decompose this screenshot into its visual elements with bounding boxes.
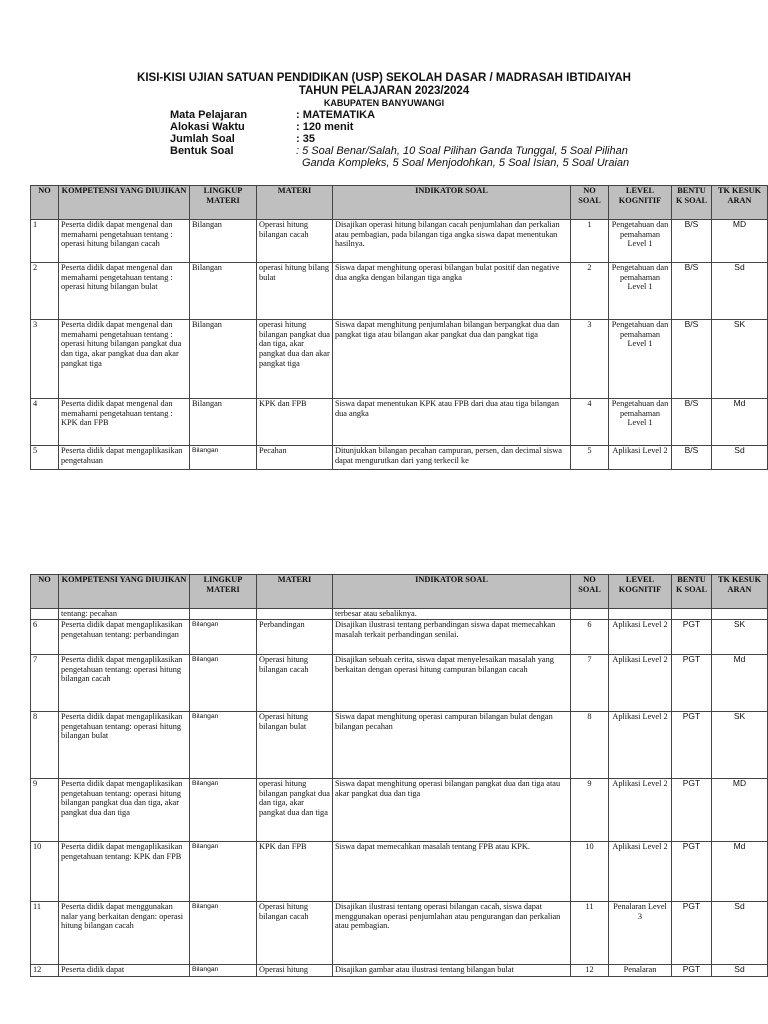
cell-level: Pengetahuan dan pemahaman Level 1 <box>609 220 672 263</box>
cell-materi: Operasi hitung bilangan cacah <box>257 220 333 263</box>
cell-no-soal: 11 <box>571 902 609 965</box>
kisi-table-1 <box>30 185 768 470</box>
table-row <box>31 220 768 263</box>
col-lingkup: LINGKUP MATERI <box>190 575 257 609</box>
cell-tk <box>712 609 768 620</box>
table-row <box>31 655 768 712</box>
cell-no: 3 <box>31 320 59 399</box>
col-kompetensi: KOMPETENSI YANG DIUJIKAN <box>59 575 190 609</box>
col-indikator: INDIKATOR SOAL <box>333 186 571 220</box>
cell-level: Pengetahuan dan pemahaman Level 1 <box>609 320 672 399</box>
cell-bentuk: PGT <box>672 902 712 965</box>
cell-tk: Sd <box>712 446 768 470</box>
cell-level: Aplikasi Level 2 <box>609 779 672 842</box>
col-bentuk: BENTU K SOAL <box>672 186 712 220</box>
table-row <box>31 446 768 470</box>
col-materi: MATERI <box>257 575 333 609</box>
col-tk: TK KESUK ARAN <box>712 186 768 220</box>
table-row <box>31 399 768 446</box>
cell-indikator: Siswa dapat menentukan KPK atau FPB dari dua atau tiga bilangan dua angka <box>333 399 571 446</box>
cell-lingkup: Bilangan <box>190 842 257 902</box>
cell-indikator: Siswa dapat menghitung penjumlahan bilangan berpangkat dua dan pangkat tiga atau bilangan akar pangkat dua dan pangkat tiga <box>333 320 571 399</box>
cell-lingkup: Bilangan <box>190 320 257 399</box>
cell-lingkup: Bilangan <box>190 712 257 779</box>
cell-no: 12 <box>31 965 59 977</box>
kisi-table-2 <box>30 574 768 977</box>
table-header-row <box>31 186 768 220</box>
cell-bentuk: PGT <box>672 712 712 779</box>
cell-materi: Pecahan <box>257 446 333 470</box>
col-materi: MATERI <box>257 186 333 220</box>
cell-no: 10 <box>31 842 59 902</box>
meta-row-alokasi <box>170 121 656 133</box>
table-row <box>31 779 768 842</box>
cell-no-soal: 10 <box>571 842 609 902</box>
cell-indikator: Disajikan gambar atau ilustrasi tentang bilangan bulat <box>333 965 571 977</box>
cell-indikator: Disajikan operasi hitung bilangan cacah penjumlahan dan perkalian atau pembagian, pada bilangan tiga angka siswa dapat menentukan hasilnya. <box>333 220 571 263</box>
cell-no: 8 <box>31 712 59 779</box>
cell-level: Pengetahuan dan pemahaman Level 1 <box>609 399 672 446</box>
cell-lingkup: Bilangan <box>190 220 257 263</box>
cell-kompetensi: Peserta didik dapat mengaplikasikan pengetahuan tentang: KPK dan FPB <box>59 842 190 902</box>
meta-row-jumlah <box>170 133 656 145</box>
cell-level: Penalaran <box>609 965 672 977</box>
cell-no-soal: 3 <box>571 320 609 399</box>
cell-indikator: Siswa dapat menghitung operasi campuran bilangan bulat dengan bilangan pecahan <box>333 712 571 779</box>
cell-tk: SK <box>712 320 768 399</box>
col-bentuk: BENTU K SOAL <box>672 575 712 609</box>
table-row <box>31 902 768 965</box>
cell-indikator: Siswa dapat menghitung operasi bilangan bulat positif dan negative dua angka dengan bilangan tiga angka <box>333 263 571 320</box>
cell-tk: MD <box>712 779 768 842</box>
cell-lingkup <box>190 609 257 620</box>
col-lingkup: LINGKUP MATERI <box>190 186 257 220</box>
cell-no-soal: 7 <box>571 655 609 712</box>
cell-bentuk: B/S <box>672 263 712 320</box>
cell-materi: operasi hitung bilang bulat <box>257 263 333 320</box>
cell-indikator: Siswa dapat menghitung operasi bilangan pangkat dua dan tiga atau akar pangkat dua dan tiga <box>333 779 571 842</box>
cell-no: 1 <box>31 220 59 263</box>
cell-no: 11 <box>31 902 59 965</box>
cell-tk: Sd <box>712 902 768 965</box>
cell-indikator: Disajikan ilustrasi tentang perbandingan siswa dapat memecahkan masalah terkait perbandingan senilai. <box>333 620 571 655</box>
cell-bentuk <box>672 609 712 620</box>
cell-bentuk: PGT <box>672 620 712 655</box>
col-level: LEVEL KOGNITIF <box>609 575 672 609</box>
cell-kompetensi: Peserta didik dapat mengaplikasikan pengetahuan tentang: operasi hitung bilangan bulat <box>59 712 190 779</box>
meta-row-mapel <box>170 109 656 121</box>
cell-materi: Operasi hitung bilangan cacah <box>257 655 333 712</box>
cell-materi: operasi hitung bilangan pangkat dua dan tiga, akar pangkat dua dan tiga <box>257 779 333 842</box>
cell-indikator: Siswa dapat memecahkan masalah tentang FPB atau KPK. <box>333 842 571 902</box>
meta-block <box>170 109 656 169</box>
cell-indikator: Disajikan ilustrasi tentang operasi bilangan cacah, siswa dapat menggunakan operasi penjumlahan atau pengurangan dan perkalian atau pembagian. <box>333 902 571 965</box>
title-line-2: TAHUN PELAJARAN 2023/2024 <box>298 85 470 97</box>
cell-level: Aplikasi Level 2 <box>609 842 672 902</box>
cell-kompetensi: Peserta didik dapat mengaplikasikan pengetahuan <box>59 446 190 470</box>
cell-kompetensi: tentang: pecahan <box>59 609 190 620</box>
cell-tk: Sd <box>712 965 768 977</box>
cell-bentuk: B/S <box>672 320 712 399</box>
title-line-1: KISI-KISI UJIAN SATUAN PENDIDIKAN (USP) SEKOLAH DASAR / MADRASAH IBTIDAIYAH <box>137 72 631 84</box>
alokasi-value: : 120 menit <box>296 121 354 133</box>
cell-no-soal: 6 <box>571 620 609 655</box>
cell-no-soal: 2 <box>571 263 609 320</box>
cell-lingkup: Bilangan <box>190 263 257 320</box>
cell-no-soal: 4 <box>571 399 609 446</box>
cell-lingkup: Bilangan <box>190 399 257 446</box>
table-1-body <box>31 220 768 470</box>
cell-no-soal: 8 <box>571 712 609 779</box>
cell-no-soal: 5 <box>571 446 609 470</box>
cell-kompetensi: Peserta didik dapat mengaplikasikan pengetahuan tentang: perbandingan <box>59 620 190 655</box>
table-row <box>31 263 768 320</box>
cell-no-soal: 1 <box>571 220 609 263</box>
cell-kompetensi: Peserta didik dapat mengenal dan memahami pengetahuan tentang : KPK dan FPB <box>59 399 190 446</box>
cell-kompetensi: Peserta didik dapat mengenal dan memahami pengetahuan tentang : operasi hitung bilangan cacah <box>59 220 190 263</box>
cell-materi: Operasi hitung bilangan cacah <box>257 902 333 965</box>
cell-no: 7 <box>31 655 59 712</box>
cell-kompetensi: Peserta didik dapat mengaplikasikan pengetahuan tentang: operasi hitung bilangan cacah <box>59 655 190 712</box>
cell-lingkup: Bilangan <box>190 655 257 712</box>
cell-no: 9 <box>31 779 59 842</box>
mapel-label: Mata Pelajaran <box>170 109 248 121</box>
cell-kompetensi: Peserta didik dapat mengaplikasikan pengetahuan tentang: operasi hitung bilangan pangkat dua dan tiga, akar pangkat dua dan tiga <box>59 779 190 842</box>
cell-no: 5 <box>31 446 59 470</box>
cell-materi: KPK dan FPB <box>257 399 333 446</box>
cell-tk: MD <box>712 220 768 263</box>
cell-lingkup: Bilangan <box>190 446 257 470</box>
cell-no <box>31 609 59 620</box>
title-line-3: KABUPATEN BANYUWANGI <box>323 98 445 108</box>
jumlah-value: : 35 <box>296 133 315 145</box>
cell-materi: KPK dan FPB <box>257 842 333 902</box>
cell-lingkup: Bilangan <box>190 965 257 977</box>
cell-tk: SK <box>712 620 768 655</box>
cell-tk: Md <box>712 842 768 902</box>
cell-no: 6 <box>31 620 59 655</box>
cell-lingkup: Bilangan <box>190 902 257 965</box>
cell-level: Aplikasi Level 2 <box>609 712 672 779</box>
col-no: NO <box>31 186 59 220</box>
meta-row-bentuk <box>170 145 656 169</box>
cell-no: 2 <box>31 263 59 320</box>
cell-indikator: terbesar atau sebaliknya. <box>333 609 571 620</box>
cell-lingkup: Bilangan <box>190 620 257 655</box>
bentuk-label: Bentuk Soal <box>170 145 234 157</box>
col-no: NO <box>31 575 59 609</box>
cell-level <box>609 609 672 620</box>
col-level: LEVEL KOGNITIF <box>609 186 672 220</box>
cell-materi: Perbandingan <box>257 620 333 655</box>
cell-no: 4 <box>31 399 59 446</box>
cell-level: Aplikasi Level 2 <box>609 446 672 470</box>
cell-kompetensi: Peserta didik dapat <box>59 965 190 977</box>
cell-level: Aplikasi Level 2 <box>609 620 672 655</box>
bentuk-value-line-1: : 5 Soal Benar/Salah, 10 Soal Pilihan Ganda Tunggal, 5 Soal Pilihan <box>296 145 628 157</box>
cell-no-soal: 9 <box>571 779 609 842</box>
col-no-soal: NO SOAL <box>571 186 609 220</box>
cell-kompetensi: Peserta didik dapat mengenal dan memahami pengetahuan tentang : operasi hitung bilangan pangkat dua dan tiga, akar pangkat dua dan akar pangkat tiga <box>59 320 190 399</box>
table-row <box>31 712 768 779</box>
table-row <box>31 965 768 977</box>
cell-kompetensi: Peserta didik dapat menggunakan nalar yang berkaitan dengan: operasi hitung bilangan cacah <box>59 902 190 965</box>
col-indikator: INDIKATOR SOAL <box>333 575 571 609</box>
table-row <box>31 320 768 399</box>
cell-level: Pengetahuan dan pemahaman Level 1 <box>609 263 672 320</box>
bentuk-value <box>296 145 656 169</box>
cell-level: Aplikasi Level 2 <box>609 655 672 712</box>
cell-materi <box>257 609 333 620</box>
cell-bentuk: PGT <box>672 779 712 842</box>
cell-bentuk: PGT <box>672 965 712 977</box>
table-header-row <box>31 575 768 609</box>
cell-no-soal <box>571 609 609 620</box>
cell-tk: Md <box>712 655 768 712</box>
col-tk: TK KESUK ARAN <box>712 575 768 609</box>
table-row <box>31 842 768 902</box>
cell-tk: SK <box>712 712 768 779</box>
cell-bentuk: B/S <box>672 220 712 263</box>
table-2-body <box>31 609 768 977</box>
bentuk-value-line-2: Ganda Kompleks, 5 Soal Menjodohkan, 5 Soal Isian, 5 Soal Uraian <box>302 157 630 169</box>
mapel-value: : MATEMATIKA <box>296 109 376 121</box>
cell-tk: Md <box>712 399 768 446</box>
table-row <box>31 620 768 655</box>
cell-lingkup: Bilangan <box>190 779 257 842</box>
col-kompetensi: KOMPETENSI YANG DIUJIKAN <box>59 186 190 220</box>
jumlah-label: Jumlah Soal <box>170 133 235 145</box>
cell-kompetensi: Peserta didik dapat mengenal dan memahami pengetahuan tentang : operasi hitung bilangan bulat <box>59 263 190 320</box>
cell-bentuk: PGT <box>672 655 712 712</box>
cell-indikator: Disajikan sebuah cerita, siswa dapat menyelesaikan masalah yang berkaitan dengan operasi hitung campuran bilangan cacah <box>333 655 571 712</box>
col-no-soal: NO SOAL <box>571 575 609 609</box>
cell-tk: Sd <box>712 263 768 320</box>
cell-indikator: Ditunjukkan bilangan pecahan campuran, persen, dan decimal siswa dapat mengurutkan dari yang terkecil ke <box>333 446 571 470</box>
cell-materi: Operasi hitung bilangan bulat <box>257 712 333 779</box>
cell-level: Penalaran Level 3 <box>609 902 672 965</box>
alokasi-label: Alokasi Waktu <box>170 121 245 133</box>
cell-bentuk: PGT <box>672 842 712 902</box>
cell-no-soal: 12 <box>571 965 609 977</box>
cell-materi: operasi hitung bilangan pangkat dua dan tiga, akar pangkat dua dan akar pangkat tiga <box>257 320 333 399</box>
cell-bentuk: B/S <box>672 399 712 446</box>
cell-bentuk: B/S <box>672 446 712 470</box>
cell-materi: Operasi hitung <box>257 965 333 977</box>
table-row <box>31 609 768 620</box>
